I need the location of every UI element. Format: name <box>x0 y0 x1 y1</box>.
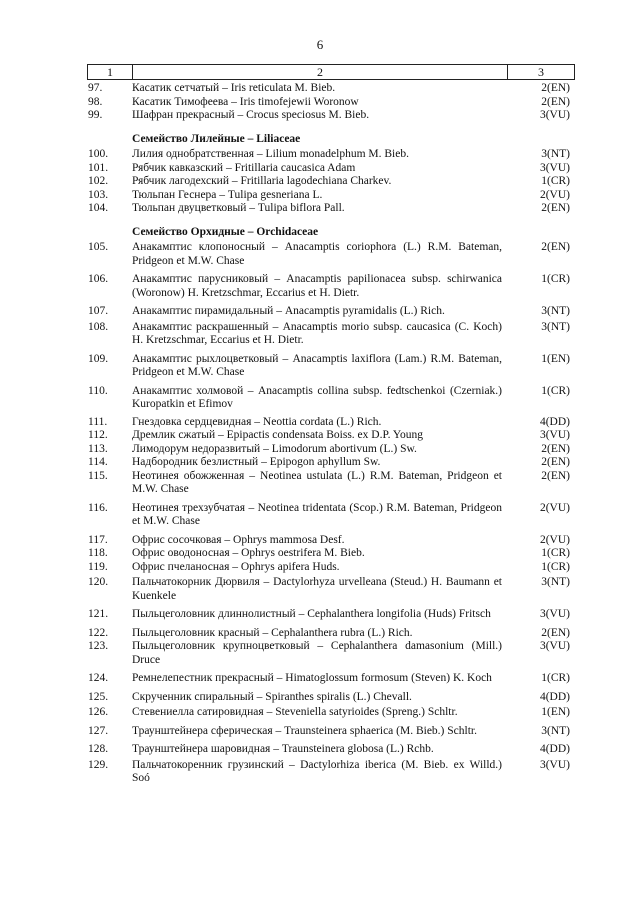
conservation-status: 4(DD) <box>539 743 570 755</box>
species-name: Анакамптис клопоносный – Anacamptis coriophora (L.) R.M. Bateman, Pridgeon et M.W. Chase <box>132 241 502 267</box>
conservation-status: 2(EN) <box>541 626 570 639</box>
species-name: Траунштейнера шаровидная – Traunsteinera globosa (L.) Rchb. <box>132 743 434 755</box>
species-name: Касатик сетчатый – Iris reticulata M. Bieb. <box>132 82 336 94</box>
conservation-status: 2(EN) <box>541 82 570 94</box>
species-name: Пыльцеголовник крупноцветковый – Cephalanthera damasonium (Mill.) Druce <box>132 640 502 666</box>
table-row <box>88 672 574 686</box>
row-number: 114. <box>88 456 108 468</box>
row-number: 129. <box>88 758 109 771</box>
family-heading: Семейство Лилейные – Liliaceae <box>132 132 301 145</box>
conservation-status: 2(VU) <box>539 533 570 546</box>
conservation-status: 4(DD) <box>539 690 570 703</box>
species-name: Лилия однобратственная – Lilium monadelphum M. Bieb. <box>132 148 409 160</box>
species-name: Лимодорум недоразвитый – Limodorum abortivum (L.) Sw. <box>132 442 417 455</box>
conservation-status: 2(EN) <box>541 469 570 482</box>
conservation-status: 1(CR) <box>541 175 570 187</box>
table-row <box>88 241 574 268</box>
row-number: 109. <box>88 352 109 365</box>
table-row <box>88 82 574 96</box>
conservation-status: 3(VU) <box>539 758 570 771</box>
table-row <box>88 96 574 110</box>
table-row <box>88 321 574 348</box>
table-row <box>88 202 574 216</box>
header-col-3: 3 <box>538 65 544 79</box>
conservation-status: 1(CR) <box>541 560 570 573</box>
conservation-status: 3(VU) <box>539 429 570 441</box>
row-number: 103. <box>88 188 109 201</box>
row-number: 115. <box>88 469 108 482</box>
row-number: 120. <box>88 576 109 588</box>
conservation-status: 1(CR) <box>541 273 570 285</box>
species-name: Стевениелла сатировидная – Steveniella satyrioides (Spreng.) Schltr. <box>132 706 458 718</box>
conservation-status: 3(VU) <box>539 161 570 174</box>
row-number: 119. <box>88 560 108 573</box>
row-number: 125. <box>88 690 109 703</box>
species-name: Шафран прекрасный – Crocus speciosus M. Bieb. <box>132 109 370 121</box>
conservation-status: 2(EN) <box>541 95 570 108</box>
table-row <box>88 305 574 319</box>
row-number: 97. <box>88 82 103 94</box>
species-name: Офрис сосочковая – Ophrys mammosa Desf. <box>132 533 345 546</box>
species-name: Скрученник спиральный – Spiranthes spiralis (L.) Chevall. <box>132 690 412 703</box>
conservation-status: 3(VU) <box>539 608 570 620</box>
species-name: Анакамптис рыхлоцветковый – Anacamptis laxiflora (Lam.) R.M. Bateman, Pridgeon et M.W. Chase <box>132 352 502 378</box>
row-number: 116. <box>88 501 108 514</box>
species-name: Офрис оводоносная – Ophrys oestrifera M. Bieb. <box>132 547 365 559</box>
row-number: 124. <box>88 672 109 684</box>
table-row <box>88 470 574 497</box>
table-row <box>88 627 574 641</box>
row-number: 117. <box>88 533 108 546</box>
table-row <box>88 109 574 123</box>
table-row <box>88 743 574 757</box>
table-row <box>88 189 574 203</box>
row-number: 122. <box>88 626 109 639</box>
table-row <box>88 725 574 739</box>
species-name: Анакамптис парусниковый – Anacamptis papilionacea subsp. schirwanica (Woronow) H. Kretzschmar, Eccarius et H. Dietr. <box>132 273 502 299</box>
page-number: 6 <box>316 37 324 52</box>
row-number: 100. <box>88 148 109 160</box>
row-number: 121. <box>88 608 109 620</box>
table-row <box>88 162 574 176</box>
table-row <box>88 429 574 443</box>
conservation-status: 3(NT) <box>541 148 570 160</box>
conservation-status: 2(VU) <box>539 188 570 201</box>
row-number: 118. <box>88 547 108 559</box>
table-row <box>88 561 574 575</box>
table-row <box>88 456 574 470</box>
table-row <box>88 443 574 457</box>
row-number: 126. <box>88 706 109 718</box>
species-name: Гнездовка сердцевидная – Neottia cordata (L.) Rich. <box>132 415 382 428</box>
conservation-status: 2(EN) <box>541 456 570 468</box>
row-number: 108. <box>88 320 109 333</box>
species-name: Пыльцеголовник красный – Cephalanthera rubra (L.) Rich. <box>132 626 413 639</box>
row-number: 102. <box>88 175 109 187</box>
species-name: Неотинея обожженная – Neotinea ustulata (L.) R.M. Bateman, Pridgeon et M.W. Chase <box>132 469 502 495</box>
row-number: 110. <box>88 384 108 397</box>
species-name: Офрис пчеланосная – Ophrys apifera Huds. <box>132 560 340 573</box>
table-row <box>88 608 574 622</box>
conservation-status: 1(CR) <box>541 547 570 559</box>
table-row <box>88 148 574 162</box>
table-row <box>88 547 574 561</box>
table-header <box>87 64 575 80</box>
table-row <box>88 576 574 603</box>
species-list <box>88 82 574 786</box>
table-row <box>88 706 574 720</box>
row-number: 101. <box>88 161 109 174</box>
table-row <box>88 416 574 430</box>
species-name: Ремнелепестник прекрасный – Himatoglossum formosum (Steven) K. Koch <box>132 672 492 684</box>
row-number: 112. <box>88 429 108 441</box>
species-name: Дремлик сжатый – Epipactis condensata Boiss. ex D.P. Young <box>132 429 424 441</box>
conservation-status: 2(EN) <box>541 241 570 253</box>
conservation-status: 2(VU) <box>539 501 570 514</box>
row-number: 105. <box>88 241 109 253</box>
row-number: 111. <box>88 415 108 428</box>
conservation-status: 1(EN) <box>541 706 570 718</box>
family-heading: Семейство Орхидные – Orchidaceae <box>132 225 319 238</box>
header-col-1: 1 <box>88 65 133 79</box>
table-row <box>88 273 574 300</box>
species-name: Траунштейнера сферическая – Traunsteinera sphaerica (M. Bieb.) Schltr. <box>132 724 477 737</box>
row-number: 99. <box>88 109 103 121</box>
species-name: Касатик Тимофеева – Iris timofejewii Woronow <box>132 95 359 108</box>
conservation-status: 3(NT) <box>541 724 570 737</box>
table-row <box>88 759 574 786</box>
header-col-2: 2 <box>133 65 508 79</box>
table-row <box>88 385 574 412</box>
species-name: Анакамптис пирамидальный – Anacamptis pyramidalis (L.) Rich. <box>132 305 445 317</box>
row-number: 128. <box>88 743 109 755</box>
table-row <box>88 353 574 380</box>
species-name: Анакамптис холмовой – Anacamptis collina subsp. fedtschenkoi (Czerniak.) Kuropatkin et Efimov <box>132 384 502 410</box>
species-name: Рябчик кавказский – Fritillaria caucasica Adam <box>132 161 356 174</box>
conservation-status: 1(CR) <box>541 384 570 397</box>
conservation-status: 2(EN) <box>541 442 570 455</box>
conservation-status: 1(CR) <box>541 672 570 684</box>
table-row <box>88 534 574 548</box>
row-number: 104. <box>88 202 109 214</box>
row-number: 127. <box>88 724 109 737</box>
species-name: Анакамптис раскрашенный – Anacamptis morio subsp. caucasica (C. Koch) H. Kretzschmar, Eccarius et H. Dietr. <box>132 320 502 346</box>
species-name: Тюльпан двуцветковый – Tulipa biflora Pall. <box>132 202 345 214</box>
row-number: 123. <box>88 640 109 652</box>
species-name: Рябчик лагодехский – Fritillaria lagodechiana Charkev. <box>132 175 392 187</box>
row-number: 106. <box>88 273 109 285</box>
row-number: 113. <box>88 442 108 455</box>
species-name: Пальчатокорник Дюрвиля – Dactylorhyza urvelleana (Steud.) H. Baumann et Kuenkele <box>132 576 502 602</box>
species-name: Тюльпан Геснера – Tulipa gesneriana L. <box>132 188 323 201</box>
conservation-status: 2(EN) <box>541 202 570 214</box>
species-name: Пыльцеголовник длиннолистный – Cephalanthera longifolia (Huds) Fritsch <box>132 608 491 620</box>
species-name: Неотинея трехзубчатая – Neotinea tridentata (Scop.) R.M. Bateman, Pridgeon et M.W. Chase <box>132 501 502 527</box>
table-row <box>88 640 574 667</box>
row-number: 107. <box>88 305 109 317</box>
conservation-status: 4(DD) <box>539 415 570 428</box>
table-row <box>88 502 574 529</box>
conservation-status: 3(VU) <box>539 109 570 121</box>
conservation-status: 3(NT) <box>541 305 570 317</box>
conservation-status: 3(NT) <box>541 576 570 588</box>
species-name: Пальчатокоренник грузинский – Dactylorhiza iberica (M. Bieb. ex Willd.) Soó <box>132 758 502 784</box>
conservation-status: 3(VU) <box>539 640 570 652</box>
table-row <box>88 175 574 189</box>
species-name: Надбородник безлистный – Epipogon aphyllum Sw. <box>132 456 381 468</box>
table-row <box>88 691 574 705</box>
conservation-status: 1(EN) <box>541 352 570 365</box>
conservation-status: 3(NT) <box>541 320 570 333</box>
row-number: 98. <box>88 95 103 108</box>
